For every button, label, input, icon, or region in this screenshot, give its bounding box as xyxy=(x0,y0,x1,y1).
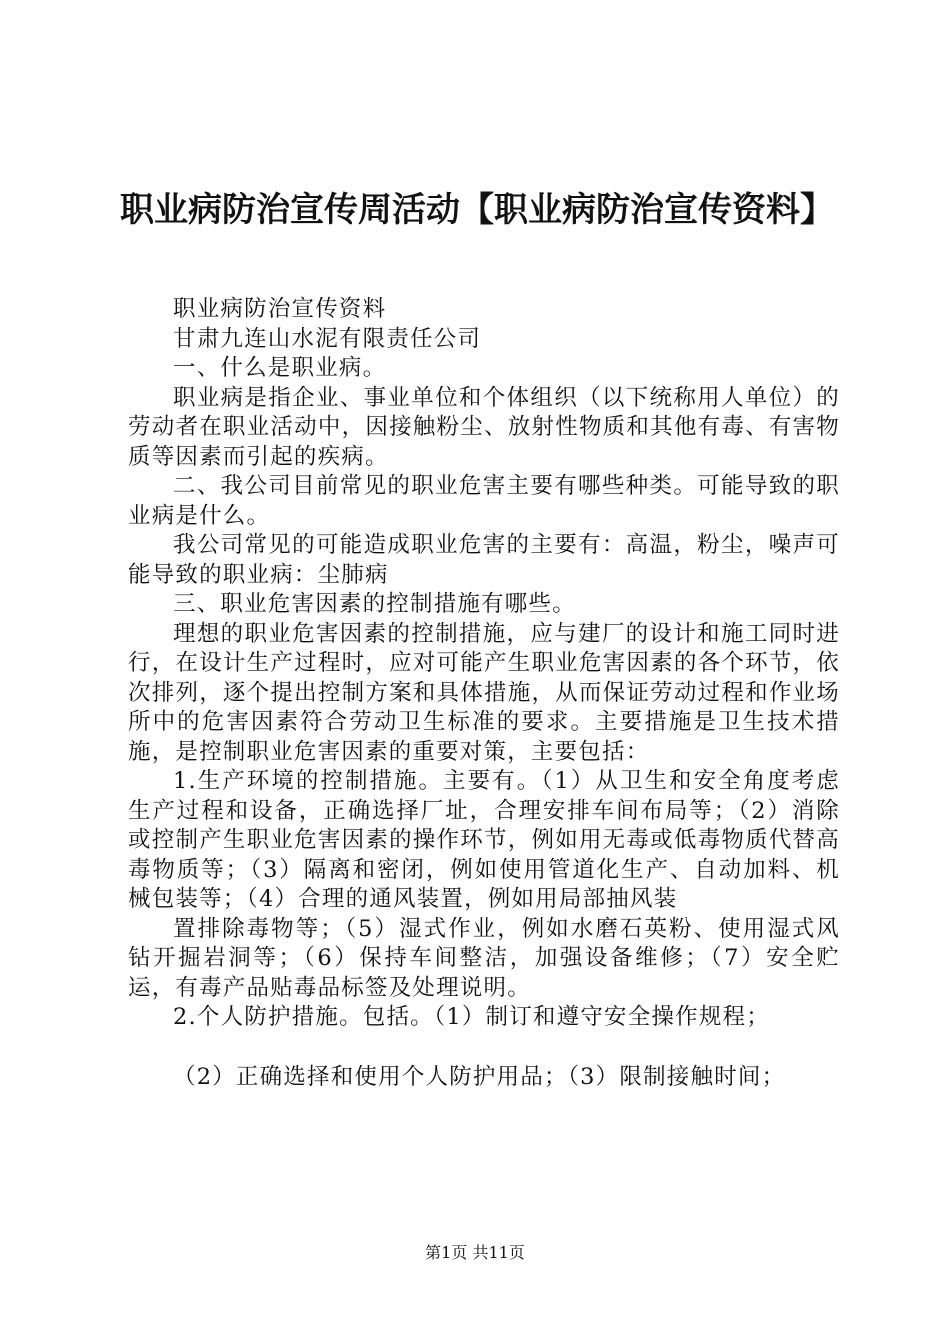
paragraph: 置排除毒物等；（5）湿式作业，例如水磨石英粉、使用湿式风钻开掘岩洞等；（6）保持车间整洁，加强设备维修；（7）安全贮运，有毒产品贴毒品标签及处理说明。 xyxy=(128,915,840,1001)
section-heading-2: 二、我公司目前常见的职业危害主要有哪些种类。可能导致的职业病是什么。 xyxy=(128,473,840,529)
paragraph: 理想的职业危害因素的控制措施，应与建厂的设计和施工同时进行，在设计生产过程时，应对可能产生职业危害因素的各个环节，依次排列，逐个提出控制方案和具体措施，从而保证劳动过程和作业场所中的危害因素符合劳动卫生标准的要求。主要措施是卫生技术措施，是控制职业危害因素的重要对策，主要包括： xyxy=(128,620,840,765)
paragraph-subtitle: 职业病防治宣传资料 xyxy=(173,296,387,322)
paragraph-company: 甘肃九连山水泥有限责任公司 xyxy=(173,325,482,352)
section-heading-3: 三、职业危害因素的控制措施有哪些。 xyxy=(173,591,576,617)
paragraph: 我公司常见的可能造成职业危害的主要有：高温，粉尘，噪声可能导致的职业病：尘肺病 xyxy=(128,532,840,588)
document-body xyxy=(128,295,840,1092)
paragraph: 2.个人防护措施。包括。（1）制订和遵守安全操作规程； xyxy=(173,1004,770,1030)
paragraph: （2）正确选择和使用个人防护用品；（3）限制接触时间； xyxy=(173,1063,786,1090)
document-title: 职业病防治宣传周活动【职业病防治宣传资料】 xyxy=(120,190,834,230)
paragraph: 职业病是指企业、事业单位和个体组织（以下统称用人单位）的劳动者在职业活动中，因接触粉尘、放射性物质和其他有毒、有害物质等因素而引起的疾病。 xyxy=(128,384,840,470)
page-number: 第1页 共11页 xyxy=(425,1243,525,1262)
paragraph: 1.生产环境的控制措施。主要有。（1）从卫生和安全角度考虑生产过程和设备，正确选择厂址，合理安排车间布局等；（2）消除或控制产生职业危害因素的操作环节，例如用无毒或低毒物质代替高毒物质等；（3）隔离和密闭，例如使用管道化生产、自动加料、机械包装等；（4）合理的通风装置，例如用局部抽风装 xyxy=(128,768,840,912)
section-heading-1: 一、什么是职业病。 xyxy=(173,355,387,381)
